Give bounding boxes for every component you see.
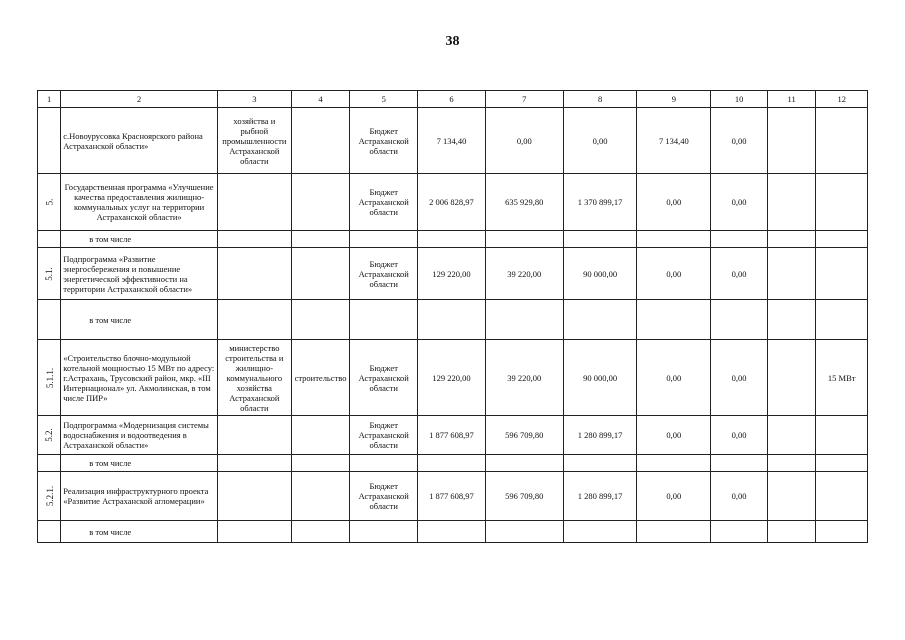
cell-source: Бюджет Астраханской области — [350, 340, 418, 416]
cell-y4: 0,00 — [711, 174, 768, 231]
column-header: 7 — [485, 91, 563, 108]
cell-name: в том числе — [61, 521, 218, 543]
cell-name: Реализация инфраструктурного проекта «Развитие Астраханской агломерации» — [61, 472, 218, 521]
cell-c12 — [816, 521, 868, 543]
cell-c11 — [767, 108, 816, 174]
column-header: 10 — [711, 91, 768, 108]
cell-executor — [217, 231, 291, 248]
table-row — [38, 340, 868, 416]
cell-name: Государственная программа «Улучшение качества предоставления жилищно-коммунальных услуг на территории Астраханской области» — [61, 174, 218, 231]
column-header: 6 — [418, 91, 486, 108]
header-row — [38, 91, 868, 108]
cell-y4: 0,00 — [711, 472, 768, 521]
cell-source: Бюджет Астраханской области — [350, 472, 418, 521]
cell-y2 — [563, 231, 637, 248]
cell-name: в том числе — [61, 300, 218, 340]
cell-source — [350, 521, 418, 543]
cell-executor — [217, 416, 291, 455]
cell-source — [350, 300, 418, 340]
cell-name: «Строительство блочно-модульной котельной мощностью 15 МВт по адресу: г.Астрахань, Трусовский район, мкр. «III Интернационал» ул. Акмолинская, в том числе ПИР» — [61, 340, 218, 416]
cell-executor — [217, 472, 291, 521]
cell-y1: 0,00 — [485, 108, 563, 174]
cell-total — [418, 300, 486, 340]
cell-y4: 0,00 — [711, 416, 768, 455]
budget-table — [37, 90, 868, 543]
cell-y2: 0,00 — [563, 108, 637, 174]
table-row — [38, 248, 868, 300]
cell-name: в том числе — [61, 231, 218, 248]
cell-y2: 1 370 899,17 — [563, 174, 637, 231]
cell-c12 — [816, 455, 868, 472]
cell-y2: 1 280 899,17 — [563, 472, 637, 521]
cell-y1: 596 709,80 — [485, 472, 563, 521]
cell-source: Бюджет Астраханской области — [350, 108, 418, 174]
cell-y3 — [637, 231, 711, 248]
cell-executor: хозяйства и рыбной промышленности Астраханской области — [217, 108, 291, 174]
cell-c12: 15 МВт — [816, 340, 868, 416]
table-row — [38, 521, 868, 543]
row-number: 5. — [44, 198, 55, 206]
table-row — [38, 455, 868, 472]
table-row — [38, 472, 868, 521]
cell-y2 — [563, 300, 637, 340]
cell-y1: 39 220,00 — [485, 340, 563, 416]
cell-executor — [217, 248, 291, 300]
cell-c11 — [767, 416, 816, 455]
column-header: 11 — [767, 91, 816, 108]
cell-c12 — [816, 108, 868, 174]
cell-y2 — [563, 455, 637, 472]
cell-type — [291, 248, 350, 300]
cell-c11 — [767, 300, 816, 340]
cell-num — [38, 340, 61, 416]
table-row — [38, 174, 868, 231]
row-number: 5.2. — [44, 428, 55, 442]
cell-source — [350, 231, 418, 248]
cell-type — [291, 174, 350, 231]
cell-y1 — [485, 231, 563, 248]
cell-total — [418, 231, 486, 248]
cell-c12 — [816, 248, 868, 300]
cell-num — [38, 108, 61, 174]
cell-c11 — [767, 248, 816, 300]
cell-total: 1 877 608,97 — [418, 472, 486, 521]
cell-y3 — [637, 455, 711, 472]
cell-y3: 0,00 — [637, 472, 711, 521]
cell-type — [291, 472, 350, 521]
cell-y1 — [485, 455, 563, 472]
cell-num — [38, 416, 61, 455]
row-number: 5.2.1. — [45, 485, 56, 507]
cell-c12 — [816, 472, 868, 521]
cell-y3: 0,00 — [637, 416, 711, 455]
table-row — [38, 231, 868, 248]
cell-y4: 0,00 — [711, 248, 768, 300]
cell-total — [418, 521, 486, 543]
cell-source: Бюджет Астраханской области — [350, 248, 418, 300]
column-header: 2 — [61, 91, 218, 108]
cell-c12 — [816, 231, 868, 248]
cell-y4: 0,00 — [711, 108, 768, 174]
column-header: 8 — [563, 91, 637, 108]
cell-y3 — [637, 521, 711, 543]
cell-type: строительство — [291, 340, 350, 416]
cell-c11 — [767, 472, 816, 521]
cell-name: с.Новоурусовка Красноярского района Астраханской области» — [61, 108, 218, 174]
cell-c12 — [816, 300, 868, 340]
cell-y3: 0,00 — [637, 174, 711, 231]
cell-type — [291, 108, 350, 174]
cell-source: Бюджет Астраханской области — [350, 174, 418, 231]
table-row — [38, 108, 868, 174]
column-header: 1 — [38, 91, 61, 108]
cell-y2: 90 000,00 — [563, 248, 637, 300]
cell-c12 — [816, 416, 868, 455]
cell-y3 — [637, 300, 711, 340]
cell-source: Бюджет Астраханской области — [350, 416, 418, 455]
cell-y3: 7 134,40 — [637, 108, 711, 174]
cell-y3: 0,00 — [637, 248, 711, 300]
cell-num — [38, 300, 61, 340]
cell-type — [291, 231, 350, 248]
column-header: 5 — [350, 91, 418, 108]
column-header: 12 — [816, 91, 868, 108]
cell-type — [291, 300, 350, 340]
cell-c12 — [816, 174, 868, 231]
cell-c11 — [767, 521, 816, 543]
cell-total: 129 220,00 — [418, 340, 486, 416]
cell-total: 129 220,00 — [418, 248, 486, 300]
cell-y2 — [563, 521, 637, 543]
cell-total — [418, 455, 486, 472]
cell-y2: 90 000,00 — [563, 340, 637, 416]
cell-y4 — [711, 231, 768, 248]
cell-name: Подпрограмма «Развитие энергосбережения и повышение энергетической эффективности на территории Астраханской области» — [61, 248, 218, 300]
column-header: 3 — [217, 91, 291, 108]
column-header: 4 — [291, 91, 350, 108]
cell-num — [38, 521, 61, 543]
cell-y4: 0,00 — [711, 340, 768, 416]
row-number: 5.1. — [44, 266, 55, 281]
cell-y4 — [711, 455, 768, 472]
cell-executor — [217, 300, 291, 340]
cell-y1 — [485, 521, 563, 543]
table-body — [38, 91, 868, 543]
cell-executor — [217, 455, 291, 472]
cell-type — [291, 455, 350, 472]
cell-y4 — [711, 521, 768, 543]
cell-c11 — [767, 231, 816, 248]
page-number: 38 — [445, 34, 460, 49]
cell-executor — [217, 521, 291, 543]
cell-y1 — [485, 300, 563, 340]
cell-executor: министерство строительства и жилищно-коммунального хозяйства Астраханской области — [217, 340, 291, 416]
cell-y4 — [711, 300, 768, 340]
cell-y1: 596 709,80 — [485, 416, 563, 455]
cell-name: Подпрограмма «Модернизация системы водоснабжения и водоотведения в Астраханской области» — [61, 416, 218, 455]
cell-y3: 0,00 — [637, 340, 711, 416]
cell-executor — [217, 174, 291, 231]
cell-num — [38, 472, 61, 521]
row-number: 5.1.1. — [45, 367, 56, 388]
cell-num — [38, 455, 61, 472]
cell-source — [350, 455, 418, 472]
cell-c11 — [767, 455, 816, 472]
cell-name: в том числе — [61, 455, 218, 472]
cell-y2: 1 280 899,17 — [563, 416, 637, 455]
cell-type — [291, 521, 350, 543]
cell-type — [291, 416, 350, 455]
cell-c11 — [767, 340, 816, 416]
cell-total: 7 134,40 — [418, 108, 486, 174]
cell-num — [38, 174, 61, 231]
column-header: 9 — [637, 91, 711, 108]
cell-num — [38, 248, 61, 300]
cell-total: 2 006 828,97 — [418, 174, 486, 231]
table-row — [38, 416, 868, 455]
cell-total: 1 877 608,97 — [418, 416, 486, 455]
cell-c11 — [767, 174, 816, 231]
cell-y1: 635 929,80 — [485, 174, 563, 231]
cell-num — [38, 231, 61, 248]
table-row — [38, 300, 868, 340]
cell-y1: 39 220,00 — [485, 248, 563, 300]
